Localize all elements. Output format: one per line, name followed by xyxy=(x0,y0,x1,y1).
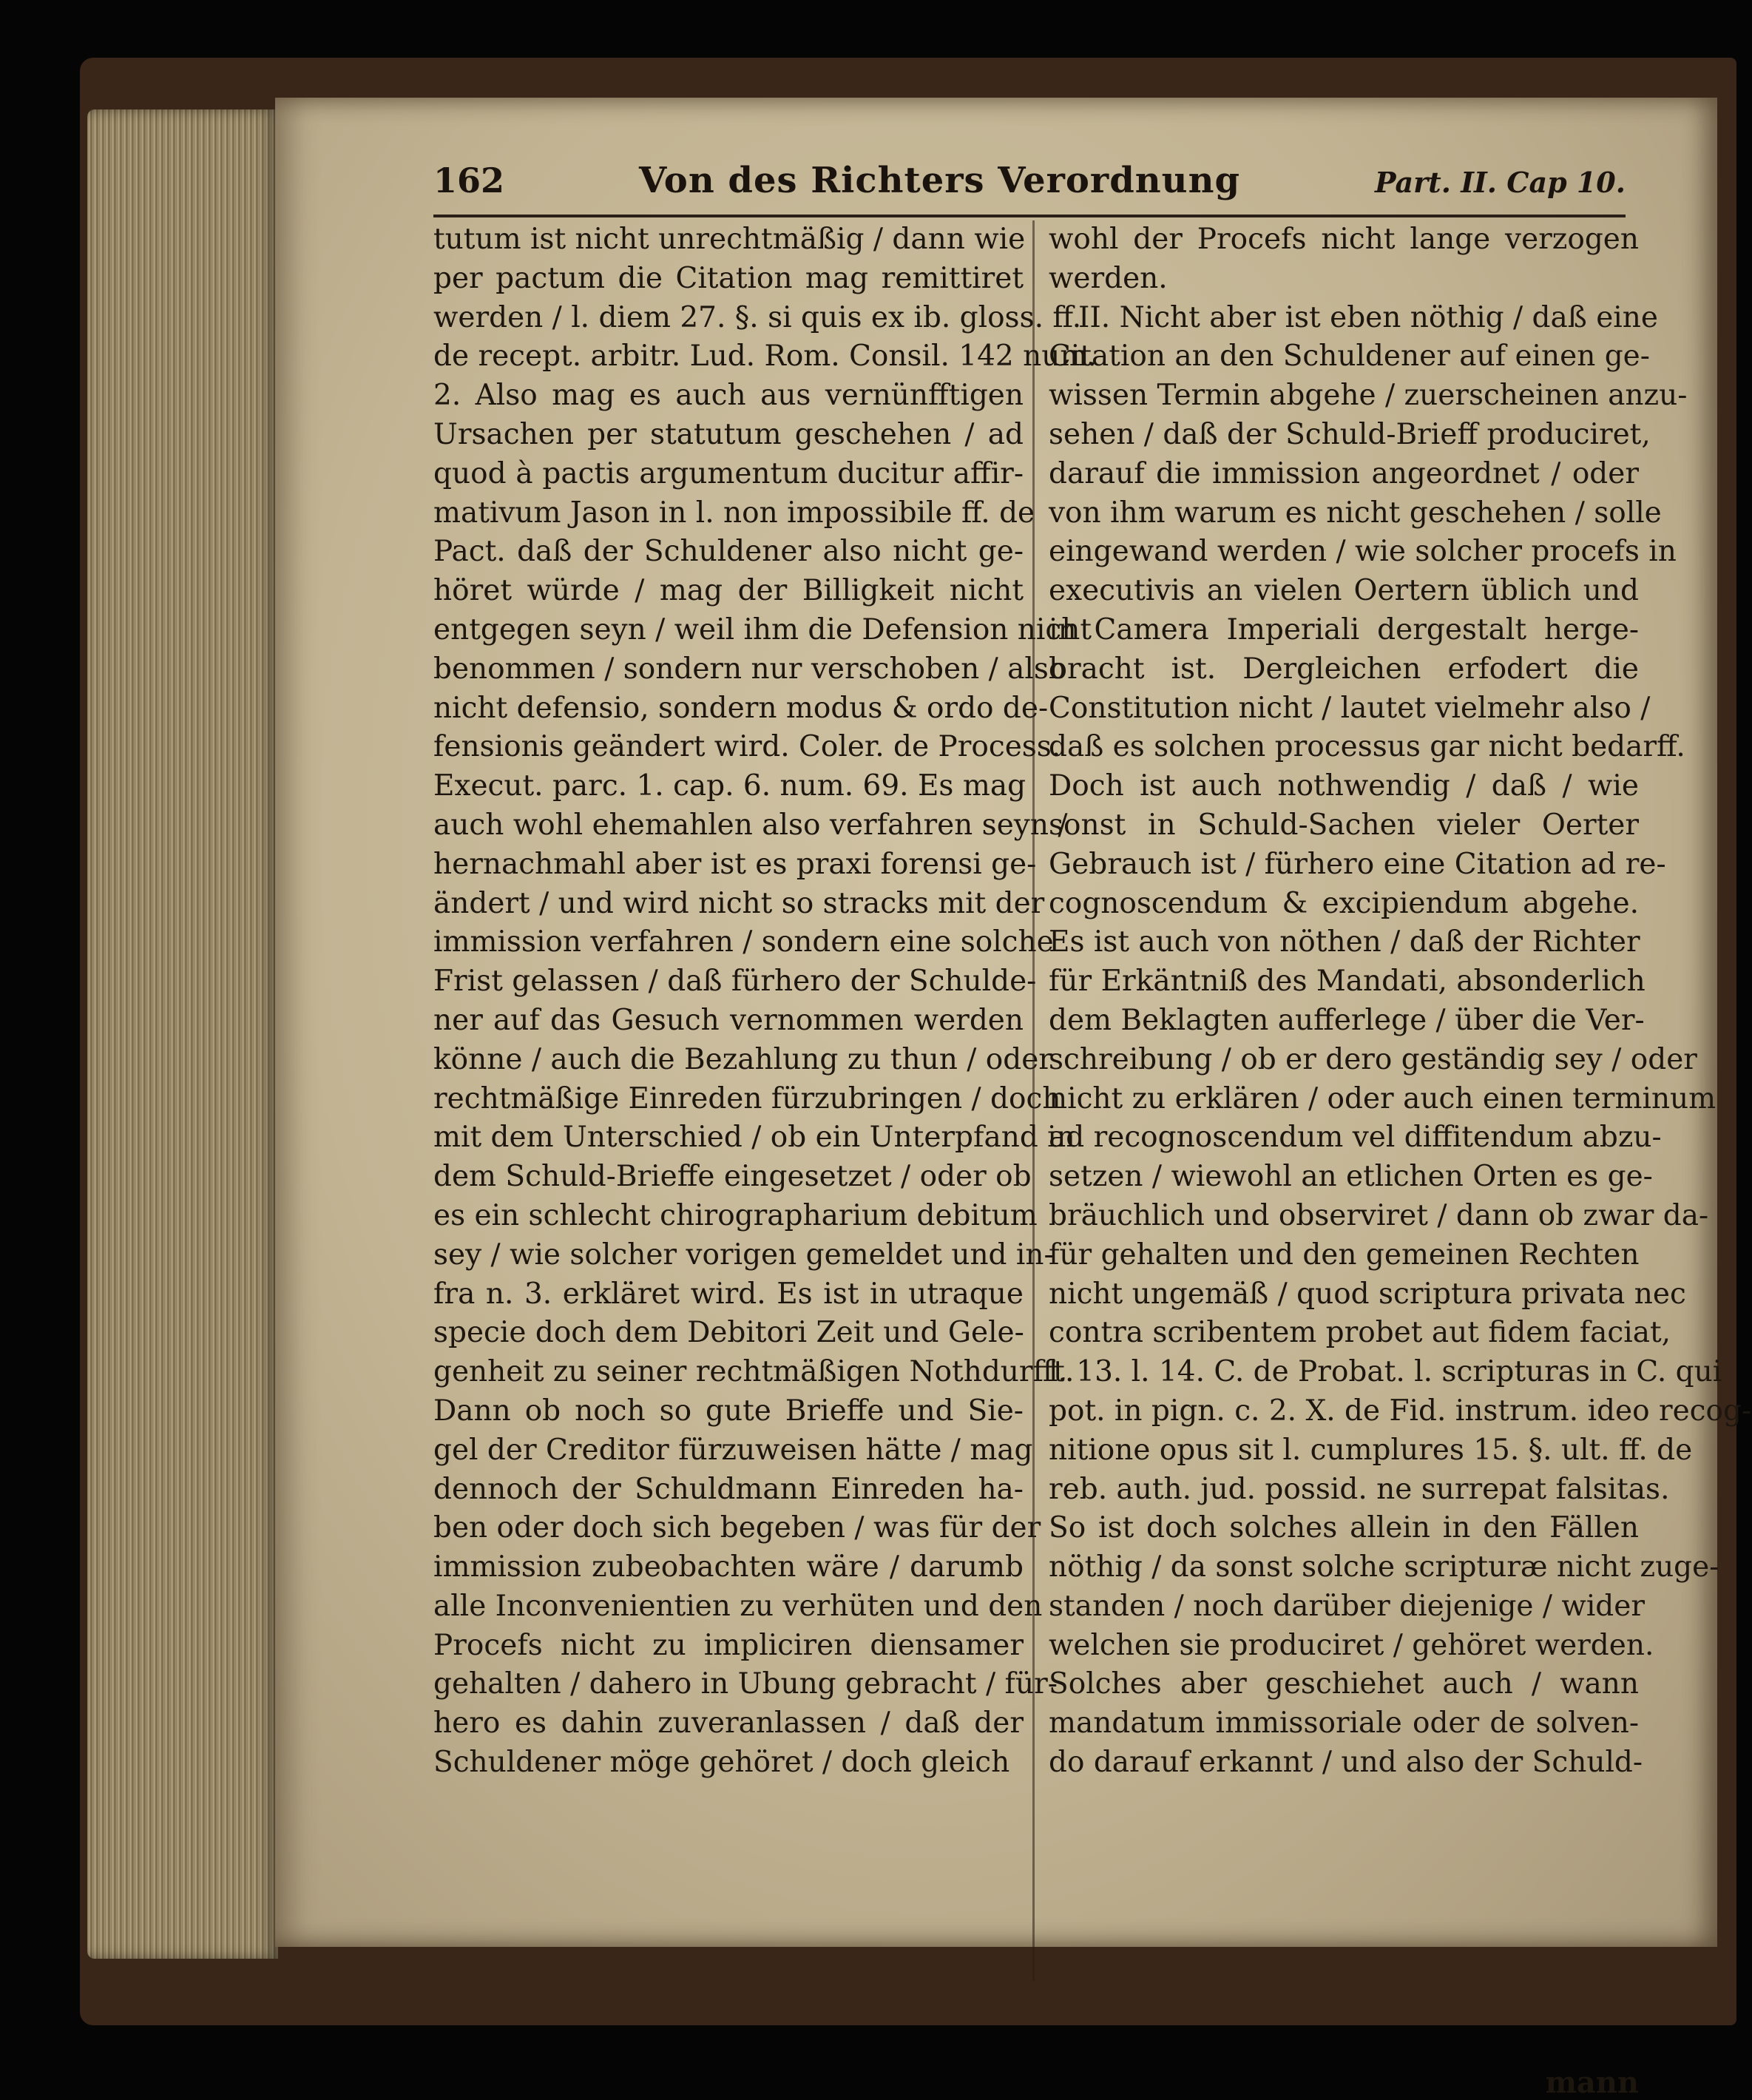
text-line: sehen / daß der Schuld-Brieff produciret, xyxy=(1049,417,1651,451)
text-line: Execut. parc. 1. cap. 6. num. 69. Es mag xyxy=(433,769,1026,803)
text-line: in Camera Imperiali dergestalt herge- xyxy=(1049,612,1639,646)
text-line: Schuldener möge gehöret / doch gleich xyxy=(433,1746,1010,1780)
text-line: sey / wie solcher vorigen gemeldet und in- xyxy=(433,1238,1054,1272)
text-line: hero es dahin zuveranlassen / daß der xyxy=(433,1706,1024,1741)
text-line: executivis an vielen Oertern üblich und xyxy=(1049,574,1639,608)
text-line: benommen / sondern nur verschoben / also xyxy=(433,652,1066,686)
page-number: 162 xyxy=(433,161,505,200)
text-line: bracht ist. Dergleichen erfodert die xyxy=(1049,652,1639,686)
text-line: ner auf das Gesuch vernommen werden xyxy=(433,1003,1024,1037)
running-title: Von des Richters Verordnung xyxy=(638,160,1241,201)
text-line: mit dem Unterschied / ob ein Unterpfand in xyxy=(433,1121,1075,1155)
text-line: 2. Also mag es auch aus vernünfftigen xyxy=(433,379,1024,413)
text-line: nitione opus sit l. cumplures 15. §. ult. ff. de xyxy=(1049,1433,1693,1467)
text-line: per pactum die Citation mag remittiret xyxy=(433,261,1024,295)
text-line: dem Schuld-Brieffe eingesetzet / oder ob xyxy=(433,1160,1032,1194)
part-chapter: Part. II. Cap 10. xyxy=(1374,166,1626,199)
text-line: quod à pactis argumentum ducitur affir- xyxy=(433,456,1024,490)
text-line: welchen sie produciret / gehöret werden. xyxy=(1049,1628,1654,1662)
text-line: von ihm warum es nicht geschehen / solle xyxy=(1049,496,1662,530)
book-page xyxy=(275,98,1752,2100)
text-line: entgegen seyn / weil ihm die Defension nicht xyxy=(433,612,1092,646)
text-line: II. Nicht aber ist eben nöthig / daß eine xyxy=(1078,300,1658,334)
page-header xyxy=(433,160,1626,212)
text-line: auch wohl ehemahlen also verfahren seyn / xyxy=(433,808,1068,842)
text-line: nicht ungemäß / quod scriptura privata nec xyxy=(1049,1277,1686,1311)
text-line: für Erkäntniß des Mandati, absonderlich xyxy=(1049,965,1646,999)
page-edges xyxy=(87,109,278,1959)
text-line: es ein schlecht chirographarium debitum xyxy=(433,1198,1038,1232)
text-line: könne / auch die Bezahlung zu thun / oder xyxy=(433,1042,1052,1076)
text-line: immission zubeobachten wäre / darumb xyxy=(433,1550,1024,1584)
text-line: contra scribentem probet aut fidem faciat, xyxy=(1049,1316,1671,1350)
text-line: Citation an den Schuldener auf einen ge- xyxy=(1049,340,1650,374)
text-line: für gehalten und den gemeinen Rechten xyxy=(1049,1238,1640,1272)
text-line: rechtmäßige Einreden fürzubringen / doch xyxy=(433,1081,1061,1115)
column-divider xyxy=(1032,220,1035,1981)
text-line: bräuchlich und observiret / dann ob zwar da- xyxy=(1049,1198,1709,1232)
text-line: darauf die immission angeordnet / oder xyxy=(1049,456,1639,490)
text-line: fra n. 3. erkläret wird. Es ist in utraque xyxy=(433,1277,1024,1311)
text-line: Frist gelassen / daß fürhero der Schulde- xyxy=(433,965,1037,999)
text-line: de recept. arbitr. Lud. Rom. Consil. 142 num. xyxy=(433,340,1097,374)
text-line: Dann ob noch so gute Brieffe und Sie- xyxy=(433,1394,1024,1428)
text-line: mandatum immissoriale oder de solven- xyxy=(1049,1706,1639,1741)
text-line: eingewand werden / wie solcher procefs in xyxy=(1049,535,1677,569)
text-line: fensionis geändert wird. Coler. de Process. xyxy=(433,730,1061,764)
text-line: hernachmahl aber ist es praxi forensi ge- xyxy=(433,847,1037,881)
text-line: cognoscendum & excipiendum abgehe. xyxy=(1049,886,1639,920)
text-line: nicht defensio, sondern modus & ordo de- xyxy=(433,691,1049,725)
text-line: Constitution nicht / lautet vielmehr also / xyxy=(1049,691,1651,725)
text-line: dennoch der Schuldmann Einreden ha- xyxy=(433,1472,1024,1506)
text-line: gehalten / dahero in Ubung gebracht / für- xyxy=(433,1667,1058,1701)
text-line: wohl der Procefs nicht lange verzogen xyxy=(1049,223,1639,256)
text-line: daß es solchen processus gar nicht bedarff. xyxy=(1049,730,1685,764)
text-line: Doch ist auch nothwendig / daß / wie xyxy=(1049,769,1639,803)
text-line: Solches aber geschiehet auch / wann xyxy=(1049,1667,1639,1701)
text-line: ben oder doch sich begeben / was für der xyxy=(433,1511,1041,1545)
text-line: l. 13. l. 14. C. de Probat. l. scripturas in C. qui xyxy=(1049,1355,1722,1389)
text-line: genheit zu seiner rechtmäßigen Nothdurfft. xyxy=(433,1355,1075,1389)
text-line: gel der Creditor fürzuweisen hätte / mag xyxy=(433,1433,1033,1467)
text-line: Procefs nicht zu impliciren diensamer xyxy=(433,1628,1024,1662)
text-line: Pact. daß der Schuldener also nicht ge- xyxy=(433,535,1024,569)
text-line: Es ist auch von nöthen / daß der Richter xyxy=(1049,925,1640,959)
text-line: ändert / und wird nicht so stracks mit der xyxy=(433,886,1045,920)
left-column xyxy=(433,220,1097,1783)
text-line: höret würde / mag der Billigkeit nicht xyxy=(433,574,1024,608)
text-line: schreibung / ob er dero geständig sey / oder xyxy=(1049,1042,1697,1076)
text-line: tutum ist nicht unrechtmäßig / dann wie xyxy=(433,223,1026,256)
text-line: So ist doch solches allein in den Fällen xyxy=(1049,1511,1639,1545)
text-line: dem Beklagten aufferlege / über die Ver- xyxy=(1049,1003,1645,1037)
text-line: sonst in Schuld-Sachen vieler Oerter xyxy=(1049,808,1639,842)
text-line: werden / l. diem 27. §. si quis ex ib. gloss. ff. xyxy=(433,300,1082,334)
text-line: ad recognoscendum vel diffitendum abzu- xyxy=(1049,1121,1662,1155)
text-line: setzen / wiewohl an etlichen Orten es ge- xyxy=(1049,1160,1653,1194)
text-line: Gebrauch ist / fürhero eine Citation ad re- xyxy=(1049,847,1666,881)
header-rule xyxy=(433,215,1626,217)
text-line: specie doch dem Debitori Zeit und Gele- xyxy=(433,1316,1024,1350)
text-line: alle Inconvenientien zu verhüten und den xyxy=(433,1589,1043,1623)
text-line: do darauf erkannt / und also der Schuld- xyxy=(1049,1746,1643,1780)
text-line: pot. in pign. c. 2. X. de Fid. instrum. ideo recog- xyxy=(1049,1394,1752,1428)
text-line: reb. auth. jud. possid. ne surrepat falsitas. xyxy=(1049,1472,1670,1506)
text-line: wissen Termin abgehe / zuerscheinen anzu- xyxy=(1049,379,1688,413)
text-line: mativum Jason in l. non impossibile ff. de xyxy=(433,496,1035,530)
text-line: werden. xyxy=(1049,261,1168,295)
text-line: nicht zu erklären / oder auch einen terminum xyxy=(1049,1081,1717,1115)
text-line: Ursachen per statutum geschehen / ad xyxy=(433,417,1024,451)
text-line: immission verfahren / sondern eine solche xyxy=(433,925,1054,959)
right-column xyxy=(1049,220,1752,1783)
text-line: nöthig / da sonst solche scripturæ nicht zuge- xyxy=(1049,1550,1719,1584)
text-line: standen / noch darüber diejenige / wider xyxy=(1049,1589,1645,1623)
catchword: mann xyxy=(1545,2065,1639,2100)
